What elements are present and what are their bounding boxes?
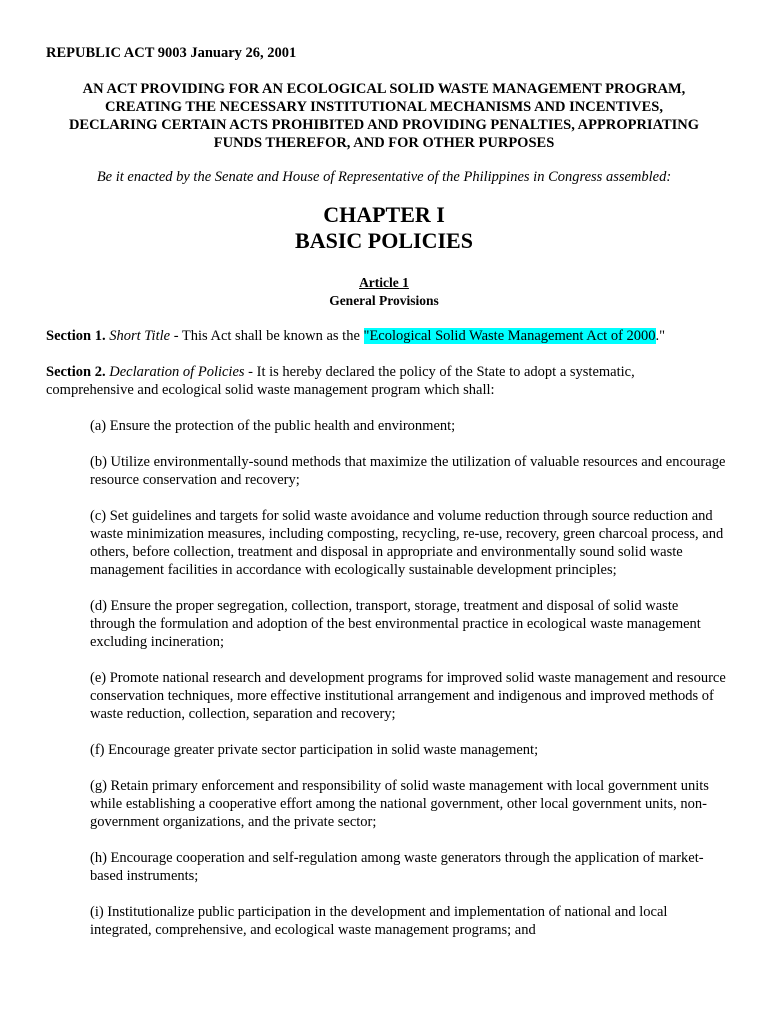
section-title: Short Title — [109, 328, 171, 344]
policy-item-e: (e) Promote national research and development programs for improved solid waste management and resource conservation techniques, more effective institutional arrangement and indigenous and improved methods of waste reduction, collection, separation and recovery; — [90, 670, 726, 722]
chapter-title: BASIC POLICIES — [295, 228, 473, 253]
section-text: - This Act shall be known as the — [170, 328, 364, 344]
policy-item-i: (i) Institutionalize public participation in the development and implementation of national and local integrated, comprehensive, and ecological waste management programs; and — [90, 904, 668, 938]
policy-item-a: (a) Ensure the protection of the public health and environment; — [90, 418, 456, 434]
policy-item-b: (b) Utilize environmentally-sound methods that maximize the utilization of valuable resources and encourage resource conservation and recovery; — [90, 454, 726, 488]
section-text: - It is hereby declared the policy of the State to adopt a systematic, comprehensive and ecological solid waste management program which shall: — [46, 364, 635, 398]
article-number: Article 1 — [359, 275, 409, 290]
chapter-heading — [46, 202, 722, 254]
section-1 — [46, 327, 722, 345]
act-title-line: CREATING THE NECESSARY INSTITUTIONAL MECHANISMS AND INCENTIVES, — [104, 99, 663, 115]
section-2 — [46, 363, 722, 399]
act-title-line: DECLARING CERTAIN ACTS PROHIBITED AND PROVIDING PENALTIES, APPROPRIATING — [68, 117, 700, 133]
article-title: General Provisions — [329, 293, 439, 308]
policy-item-f: (f) Encourage greater private sector participation in solid waste management; — [90, 742, 539, 758]
act-title-line: AN ACT PROVIDING FOR AN ECOLOGICAL SOLID WASTE MANAGEMENT PROGRAM, — [82, 81, 686, 97]
highlighted-act-name: "Ecological Solid Waste Management Act of 2000 — [363, 328, 656, 344]
section-text-end: ." — [655, 328, 666, 344]
section-title: Declaration of Policies — [109, 364, 245, 380]
chapter-number: CHAPTER I — [323, 202, 445, 227]
policy-item-h: (h) Encourage cooperation and self-regulation among waste generators through the application of market-based instruments; — [90, 850, 704, 884]
policy-item-g: (g) Retain primary enforcement and responsibility of solid waste management with local government units while establishing a cooperative effort among the national government, other local government units, non- government organizations, and the private sector; — [90, 778, 709, 830]
article-heading — [46, 274, 722, 310]
act-header: REPUBLIC ACT 9003 January 26, 2001 — [46, 45, 297, 61]
act-title-line: FUNDS THEREFOR, AND FOR OTHER PURPOSES — [213, 135, 555, 151]
enacting-clause: Be it enacted by the Senate and House of Representative of the Philippines in Congress assembled: — [96, 169, 672, 185]
policy-item-c: (c) Set guidelines and targets for solid waste avoidance and volume reduction through source reduction and waste minimization measures, including composting, recycling, re-use, recovery, green charcoal process, and others, before collection, treatment and disposal in appropriate and environmentally sound solid waste management facilities in accordance with ecologically sustainable development principles; — [90, 508, 724, 578]
act-title — [54, 80, 714, 152]
section-label: Section 2. — [46, 364, 106, 380]
policy-item-d: (d) Ensure the proper segregation, collection, transport, storage, treatment and disposal of solid waste through the formulation and adoption of the best environmental practice in ecological waste management excluding incineration; — [90, 598, 701, 650]
section-label: Section 1. — [46, 328, 106, 344]
